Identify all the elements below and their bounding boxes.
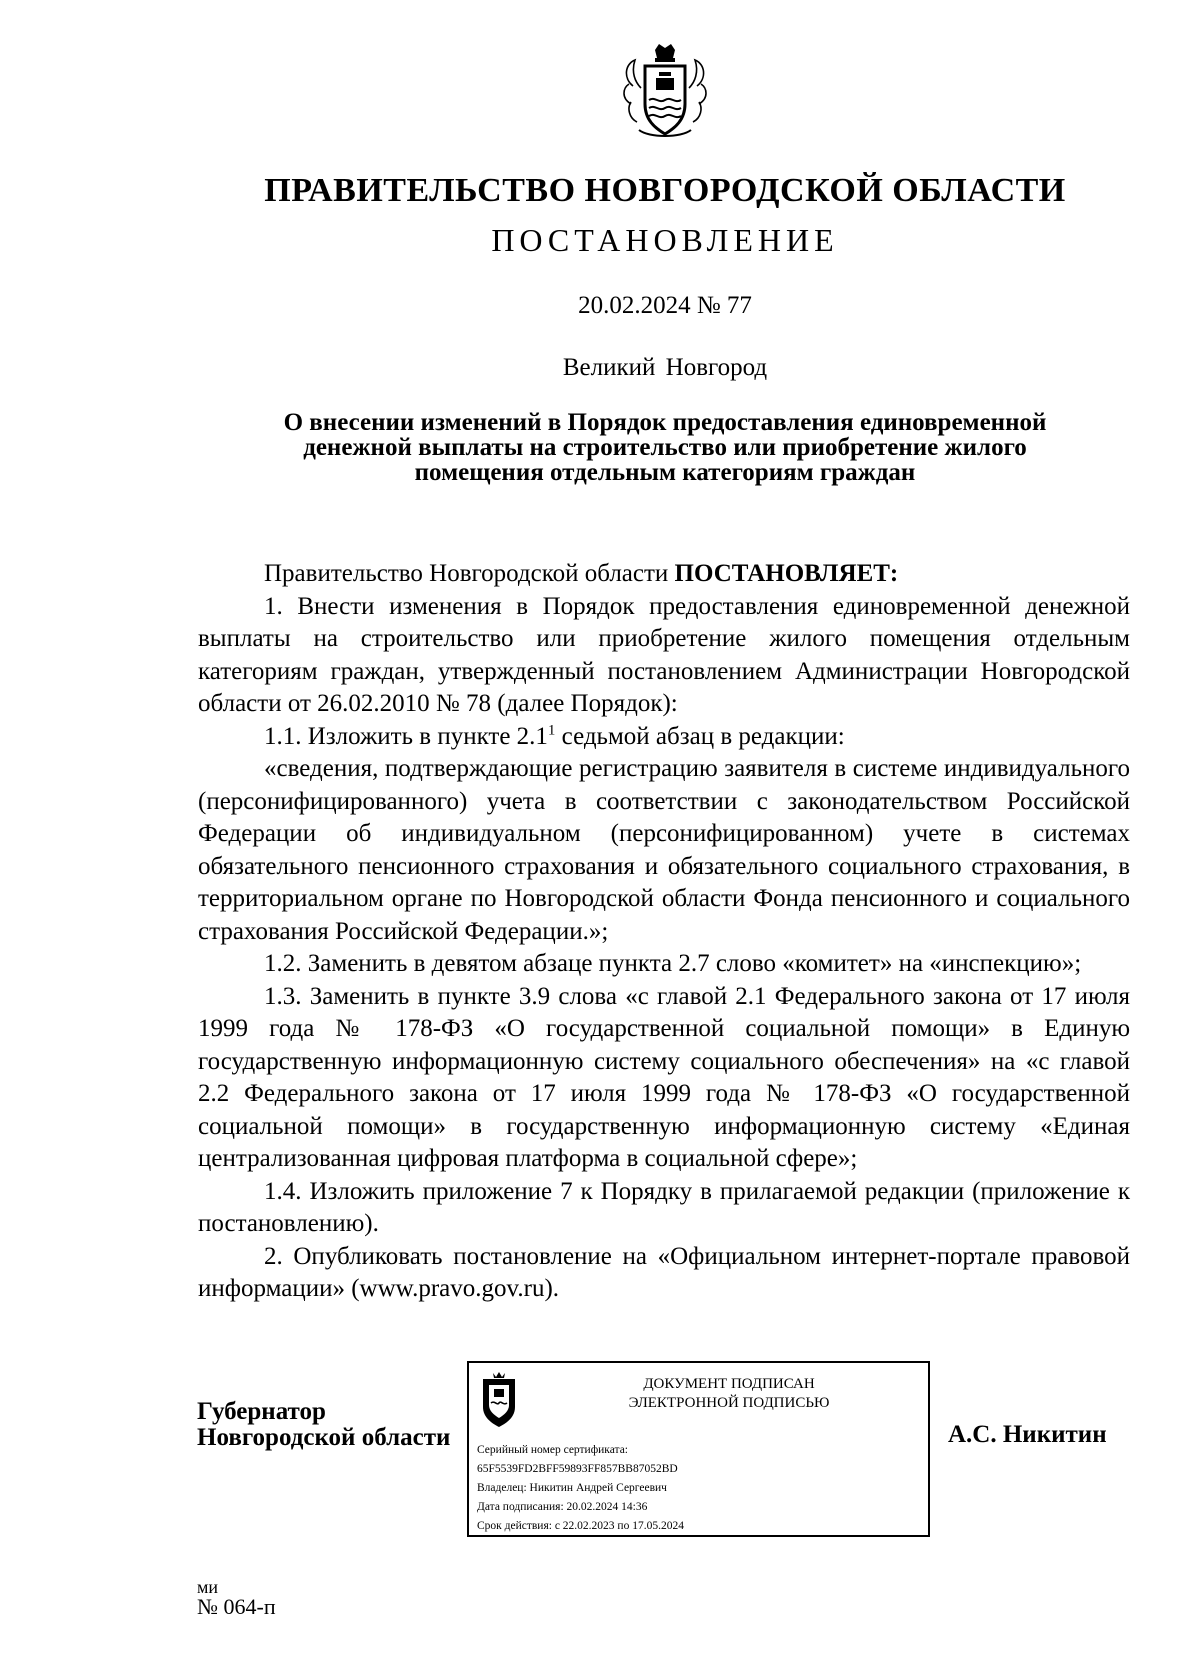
position-line: Новгородской области — [197, 1424, 451, 1451]
executor-initials: ми — [197, 1577, 219, 1597]
p1-1-after: седьмой абзац в редакции: — [555, 722, 845, 750]
signing-date: Дата подписания: 20.02.2024 14:36 — [477, 1501, 648, 1513]
intro-lead: Правительство Новгородской области — [264, 560, 675, 587]
document-date-number: 20.02.2024 № 77 — [578, 292, 752, 319]
subject-line: денежной выплаты на строительство или приобретение жилого — [303, 434, 1027, 461]
paragraph-1-2: 1.2. Заменить в девятом абзаце пункта 2.7 слово «комитет» на «инспекцию»; — [264, 950, 1082, 977]
position-line: Губернатор — [197, 1398, 326, 1425]
stamp-heading-line: ЭЛЕКТРОННОЙ ПОДПИСЬЮ — [628, 1395, 830, 1411]
subject-line: О внесении изменений в Порядок предоставления единовременной — [283, 409, 1047, 436]
document-footer-code — [197, 1577, 276, 1617]
document-subject — [200, 410, 1130, 485]
document-type: ПОСТАНОВЛЕНИЕ — [491, 222, 839, 258]
paragraph-1-4: 1.4. Изложить приложение 7 к Порядку в прилагаемой редакции (приложение к постановлению). — [198, 1177, 1130, 1237]
decree-intro — [198, 558, 1130, 591]
paragraph-1-1 — [198, 721, 1130, 754]
organization-title: ПРАВИТЕЛЬСТВО НОВГОРОДСКОЙ ОБЛАСТИ — [264, 172, 1066, 209]
paragraph-1-3: 1.3. Заменить в пункте 3.9 слова «с главой 2.1 Федерального закона от 17 июля 1999 года № 178-ФЗ «О государственной социальной помощи» в Единую государственную информационную систему социального обеспечения» на «с главой 2.2 Федерального закона от 17 июля 1999 года № 178-ФЗ «О государственной социальной помощи» в государственную информационную систему «Единая централизованная цифровая платформа в социальной сфере»; — [198, 982, 1130, 1172]
p1-1-superscript: 1 — [547, 722, 556, 739]
signatory-name: А.С. Никитин — [948, 1421, 1107, 1448]
stamp-coat-of-arms-icon — [479, 1371, 519, 1429]
intro-strong: ПОСТАНОВЛЯЕТ: — [674, 560, 899, 587]
certificate-number: 65F5539FD2BFF59893FF857BB87052BD — [477, 1463, 678, 1475]
document-body — [198, 558, 1130, 1306]
p1-1-before: 1.1. Изложить в пункте 2.1 — [264, 722, 548, 750]
certificate-label: Серийный номер сертификата: — [477, 1444, 628, 1456]
certificate-owner: Владелец: Никитин Андрей Сергеевич — [477, 1482, 667, 1494]
stamp-heading-line: ДОКУМЕНТ ПОДПИСАН — [643, 1376, 815, 1392]
footer-number: № 064-п — [197, 1594, 276, 1619]
coat-of-arms-emblem — [619, 42, 711, 142]
paragraph-1: 1. Внести изменения в Порядок предоставления единовременной денежной выплаты на строительство или приобретение жилого помещения отдельным категориям граждан, утвержденный постановлением Администрации Новгородской области от 26.02.2010 № 78 (далее Порядок): — [198, 592, 1130, 717]
paragraph-1-1-quote: «сведения, подтверждающие регистрацию заявителя в системе индивидуального (персонифицированного) учета в соответствии с законодательством Российской Федерации об индивидуальном (персонифицированном) учете в системах обязательного пенсионного страхования и обязательного социального страхования, в территориальном органе по Новгородской области Фонда пенсионного и социального страхования Российской Федерации.»; — [198, 755, 1130, 945]
certificate-validity: Срок действия: с 22.02.2023 по 17.05.2024 — [477, 1520, 684, 1532]
electronic-signature-stamp — [467, 1361, 930, 1537]
stamp-heading — [529, 1375, 929, 1413]
document-city: Великий Новгород — [562, 354, 768, 381]
stamp-details — [477, 1441, 684, 1536]
paragraph-2: 2. Опубликовать постановление на «Официальном интернет-портале правовой информации» (www.pravo.gov.ru). — [198, 1242, 1130, 1302]
subject-line: помещения отдельным категориям граждан — [414, 459, 916, 486]
signatory-position — [197, 1399, 450, 1451]
